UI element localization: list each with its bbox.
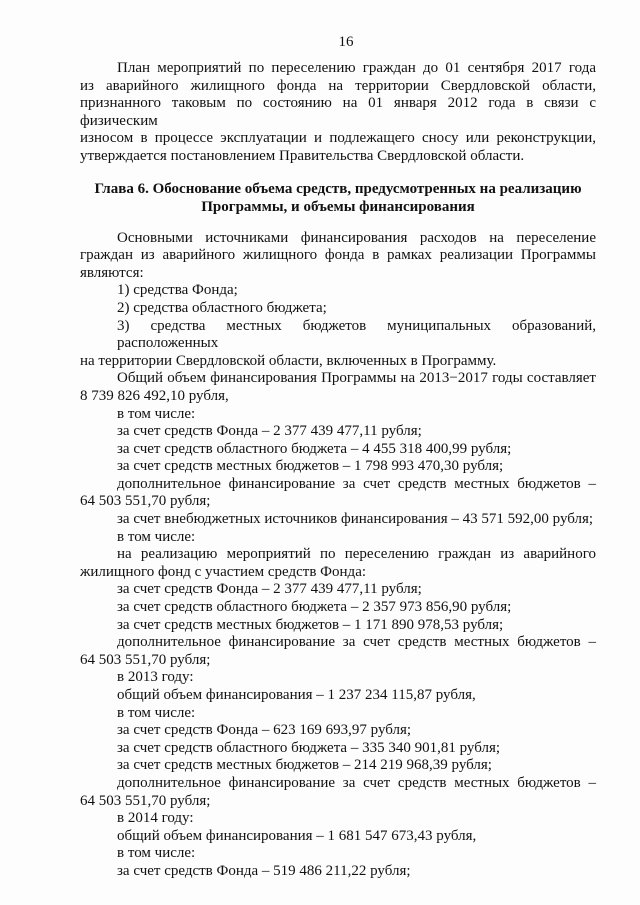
text-line: общий объем финансирования – 1 681 547 673,43 рубля, bbox=[117, 827, 477, 844]
text-line: из аварийного жилищного фонда на территории Свердловской области, bbox=[80, 77, 596, 94]
text-line: за счет средств Фонда – 2 377 439 477,11 рубля; bbox=[117, 581, 422, 598]
text-line: дополнительное финансирование за счет средств местных бюджетов – bbox=[117, 475, 596, 492]
text-line: утверждается постановлением Правительства Свердловской области. bbox=[80, 147, 525, 164]
text-line: в том числе: bbox=[117, 845, 196, 862]
text-line: 64 503 551,70 рубля; bbox=[80, 651, 211, 668]
text-line: признанного таковым по состоянию на 01 января 2012 года в связи с физическим bbox=[80, 95, 596, 129]
text-line: на реализацию мероприятий по переселению граждан из аварийного bbox=[117, 546, 596, 563]
text-line: на территории Свердловской области, включенных в Программу. bbox=[80, 352, 497, 369]
text-line: в 2013 году: bbox=[117, 669, 194, 686]
text-line: за счет средств Фонда – 2 377 439 477,11 рубля; bbox=[117, 423, 422, 440]
text-line: за счет средств областного бюджета – 2 357 973 856,90 рубля; bbox=[117, 599, 512, 616]
page-number: 16 bbox=[338, 34, 354, 50]
text-line: 2) средства областного бюджета; bbox=[117, 299, 327, 316]
text-line: за счет средств областного бюджета – 4 455 318 400,99 рубля; bbox=[117, 440, 512, 457]
text-line: 64 503 551,70 рубля; bbox=[80, 493, 211, 510]
text-line: дополнительное финансирование за счет средств местных бюджетов – bbox=[117, 774, 596, 791]
text-line: за счет средств местных бюджетов – 1 171 890 978,53 рубля; bbox=[117, 616, 504, 633]
text-line: за счет средств Фонда – 623 169 693,97 рубля; bbox=[117, 722, 412, 739]
text-line: за счет внебюджетных источников финансирования – 43 571 592,00 рубля; bbox=[117, 511, 594, 528]
text-line: за счет средств местных бюджетов – 1 798 993 470,30 рубля; bbox=[117, 458, 504, 475]
text-line: в 2014 году: bbox=[117, 810, 194, 827]
text-line: 1) средства Фонда; bbox=[117, 282, 238, 299]
text-line: жилищного фонд с участием средств Фонда: bbox=[80, 563, 367, 580]
text-line: в том числе: bbox=[117, 528, 196, 545]
text-line: дополнительное финансирование за счет средств местных бюджетов – bbox=[117, 634, 596, 651]
text-line: в том числе: bbox=[117, 405, 196, 422]
intro-paragraph bbox=[80, 60, 596, 166]
heading-line: Программы, и объемы финансирования bbox=[201, 198, 475, 215]
heading-line: Глава 6. Обоснование объема средств, предусмотренных на реализацию bbox=[94, 180, 582, 197]
text-line: за счет средств Фонда – 519 486 211,22 рубля; bbox=[117, 862, 411, 879]
text-line: износом в процессе эксплуатации и подлежащего сносу или реконструкции, bbox=[80, 130, 596, 147]
text-line: общий объем финансирования – 1 237 234 115,87 рубля, bbox=[117, 687, 476, 703]
chapter-heading bbox=[80, 180, 596, 216]
text-line: Основными источниками финансирования расходов на переселение bbox=[117, 229, 596, 246]
text-line: за счет средств местных бюджетов – 214 219 968,39 рубля; bbox=[117, 757, 492, 774]
text-line: 8 739 826 492,10 рубля, bbox=[80, 387, 229, 404]
text-line: Общий объем финансирования Программы на 2013−2017 годы составляет bbox=[117, 370, 596, 387]
text-line: граждан из аварийного жилищного фонда в рамках реализации Программы bbox=[80, 247, 596, 264]
text-line: 64 503 551,70 рубля; bbox=[80, 792, 211, 809]
text-line: в том числе: bbox=[117, 704, 196, 721]
financing-body bbox=[80, 230, 596, 881]
text-line: 3) средства местных бюджетов муниципальных образований, расположенных bbox=[117, 317, 596, 352]
text-line: План мероприятий по переселению граждан до 01 сентября 2017 года bbox=[117, 60, 596, 76]
text-line: являются: bbox=[80, 264, 144, 281]
text-line: за счет средств областного бюджета – 335 340 901,81 рубля; bbox=[117, 739, 501, 756]
